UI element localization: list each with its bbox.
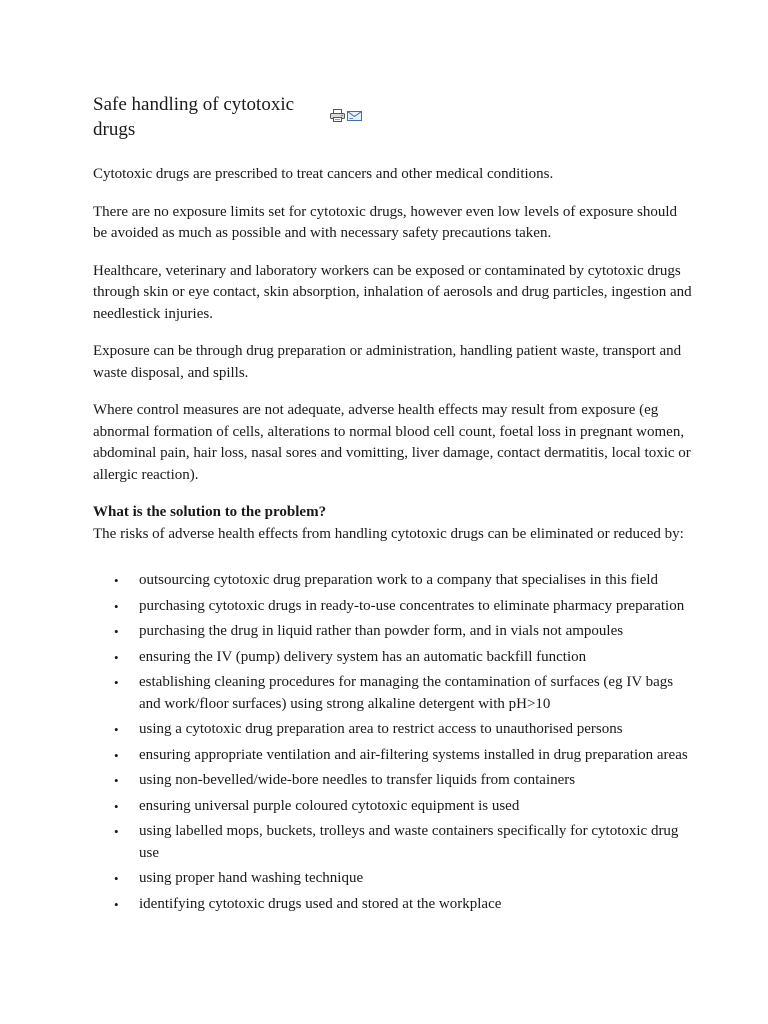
article-body [93,164,693,915]
list-item: • using a cytotoxic drug preparation area to restrict access to unauthorised persons [93,719,693,741]
list-item: • identifying cytotoxic drugs used and stored at the workplace [93,894,693,916]
list-item: • using proper hand washing technique [93,868,693,890]
paragraph-workers-exposed: Healthcare, veterinary and laboratory workers can be exposed or contaminated by cytotoxic drugs through skin or eye contact, skin absorption, inhalation of aerosols and drug particles, ingestion and needlestick injuries. [93,262,692,322]
solutions-list [93,570,693,915]
list-item: • establishing cleaning procedures for managing the contamination of surfaces (eg IV bags and work/floor surfaces) using strong alkaline detergent with pH>10 [114,674,674,712]
bullet-icon: • [114,722,119,737]
bullet-icon: • [114,798,119,814]
bullet-icon: • [114,598,119,614]
list-item: • outsourcing cytotoxic drug preparation work to a company that specialises in this field [93,570,693,592]
section-intro: The risks of adverse health effects from handling cytotoxic drugs can be eliminated or reduced by: [93,525,684,542]
bullet-icon: • [114,896,119,912]
paragraph-exposure-sources: Exposure can be through drug preparation or administration, handling patient waste, transport and waste disposal, and spills. [93,343,682,381]
bullet-icon: • [114,624,119,639]
title-row [93,92,693,144]
title-actions [330,109,362,122]
list-item: • using labelled mops, buckets, trolleys and waste containers specifically for cytotoxic drug use [114,823,679,861]
list-item: • purchasing cytotoxic drugs in ready-to-use concentrates to eliminate pharmacy preparation [93,596,693,618]
list-item: • ensuring appropriate ventilation and air-filtering systems installed in drug preparation areas [93,745,693,767]
envelope-icon[interactable] [347,109,362,122]
bullet-icon: • [114,773,119,788]
page-title: Safe handling of cytotoxic drugs [93,94,295,140]
bullet-icon: • [114,747,119,763]
list-item: • ensuring the IV (pump) delivery system has an automatic backfill function [93,647,693,669]
printer-icon[interactable] [330,109,345,122]
paragraph-health-effects: Where control measures are not adequate, adverse health effects may result from exposure (eg abnormal formation of cells, alterations to normal blood cell count, foetal loss in pregnant women, abdominal pain, hair loss, nasal sores and vomitting, liver damage, contact dermatitis, local toxic or allergic reaction). [93,402,691,483]
bullet-icon: • [114,871,119,886]
bullet-icon: • [114,649,119,665]
bullet-icon: • [114,824,119,839]
list-item: • ensuring universal purple coloured cytotoxic equipment is used [93,796,693,818]
paragraph-exposure-limits: There are no exposure limits set for cytotoxic drugs, however even low levels of exposure should be avoided as much as possible and with necessary safety precautions taken. [93,203,678,241]
bullet-icon: • [114,675,119,690]
bullet-icon: • [114,573,119,588]
list-item: • using non-bevelled/wide-bore needles to transfer liquids from containers [93,770,693,792]
paragraph-intro: Cytotoxic drugs are prescribed to treat cancers and other medical conditions. [93,166,554,182]
list-item: • purchasing the drug in liquid rather than powder form, and in vials not ampoules [93,621,693,643]
document-page [93,92,693,919]
section-heading: What is the solution to the problem? [93,504,327,520]
